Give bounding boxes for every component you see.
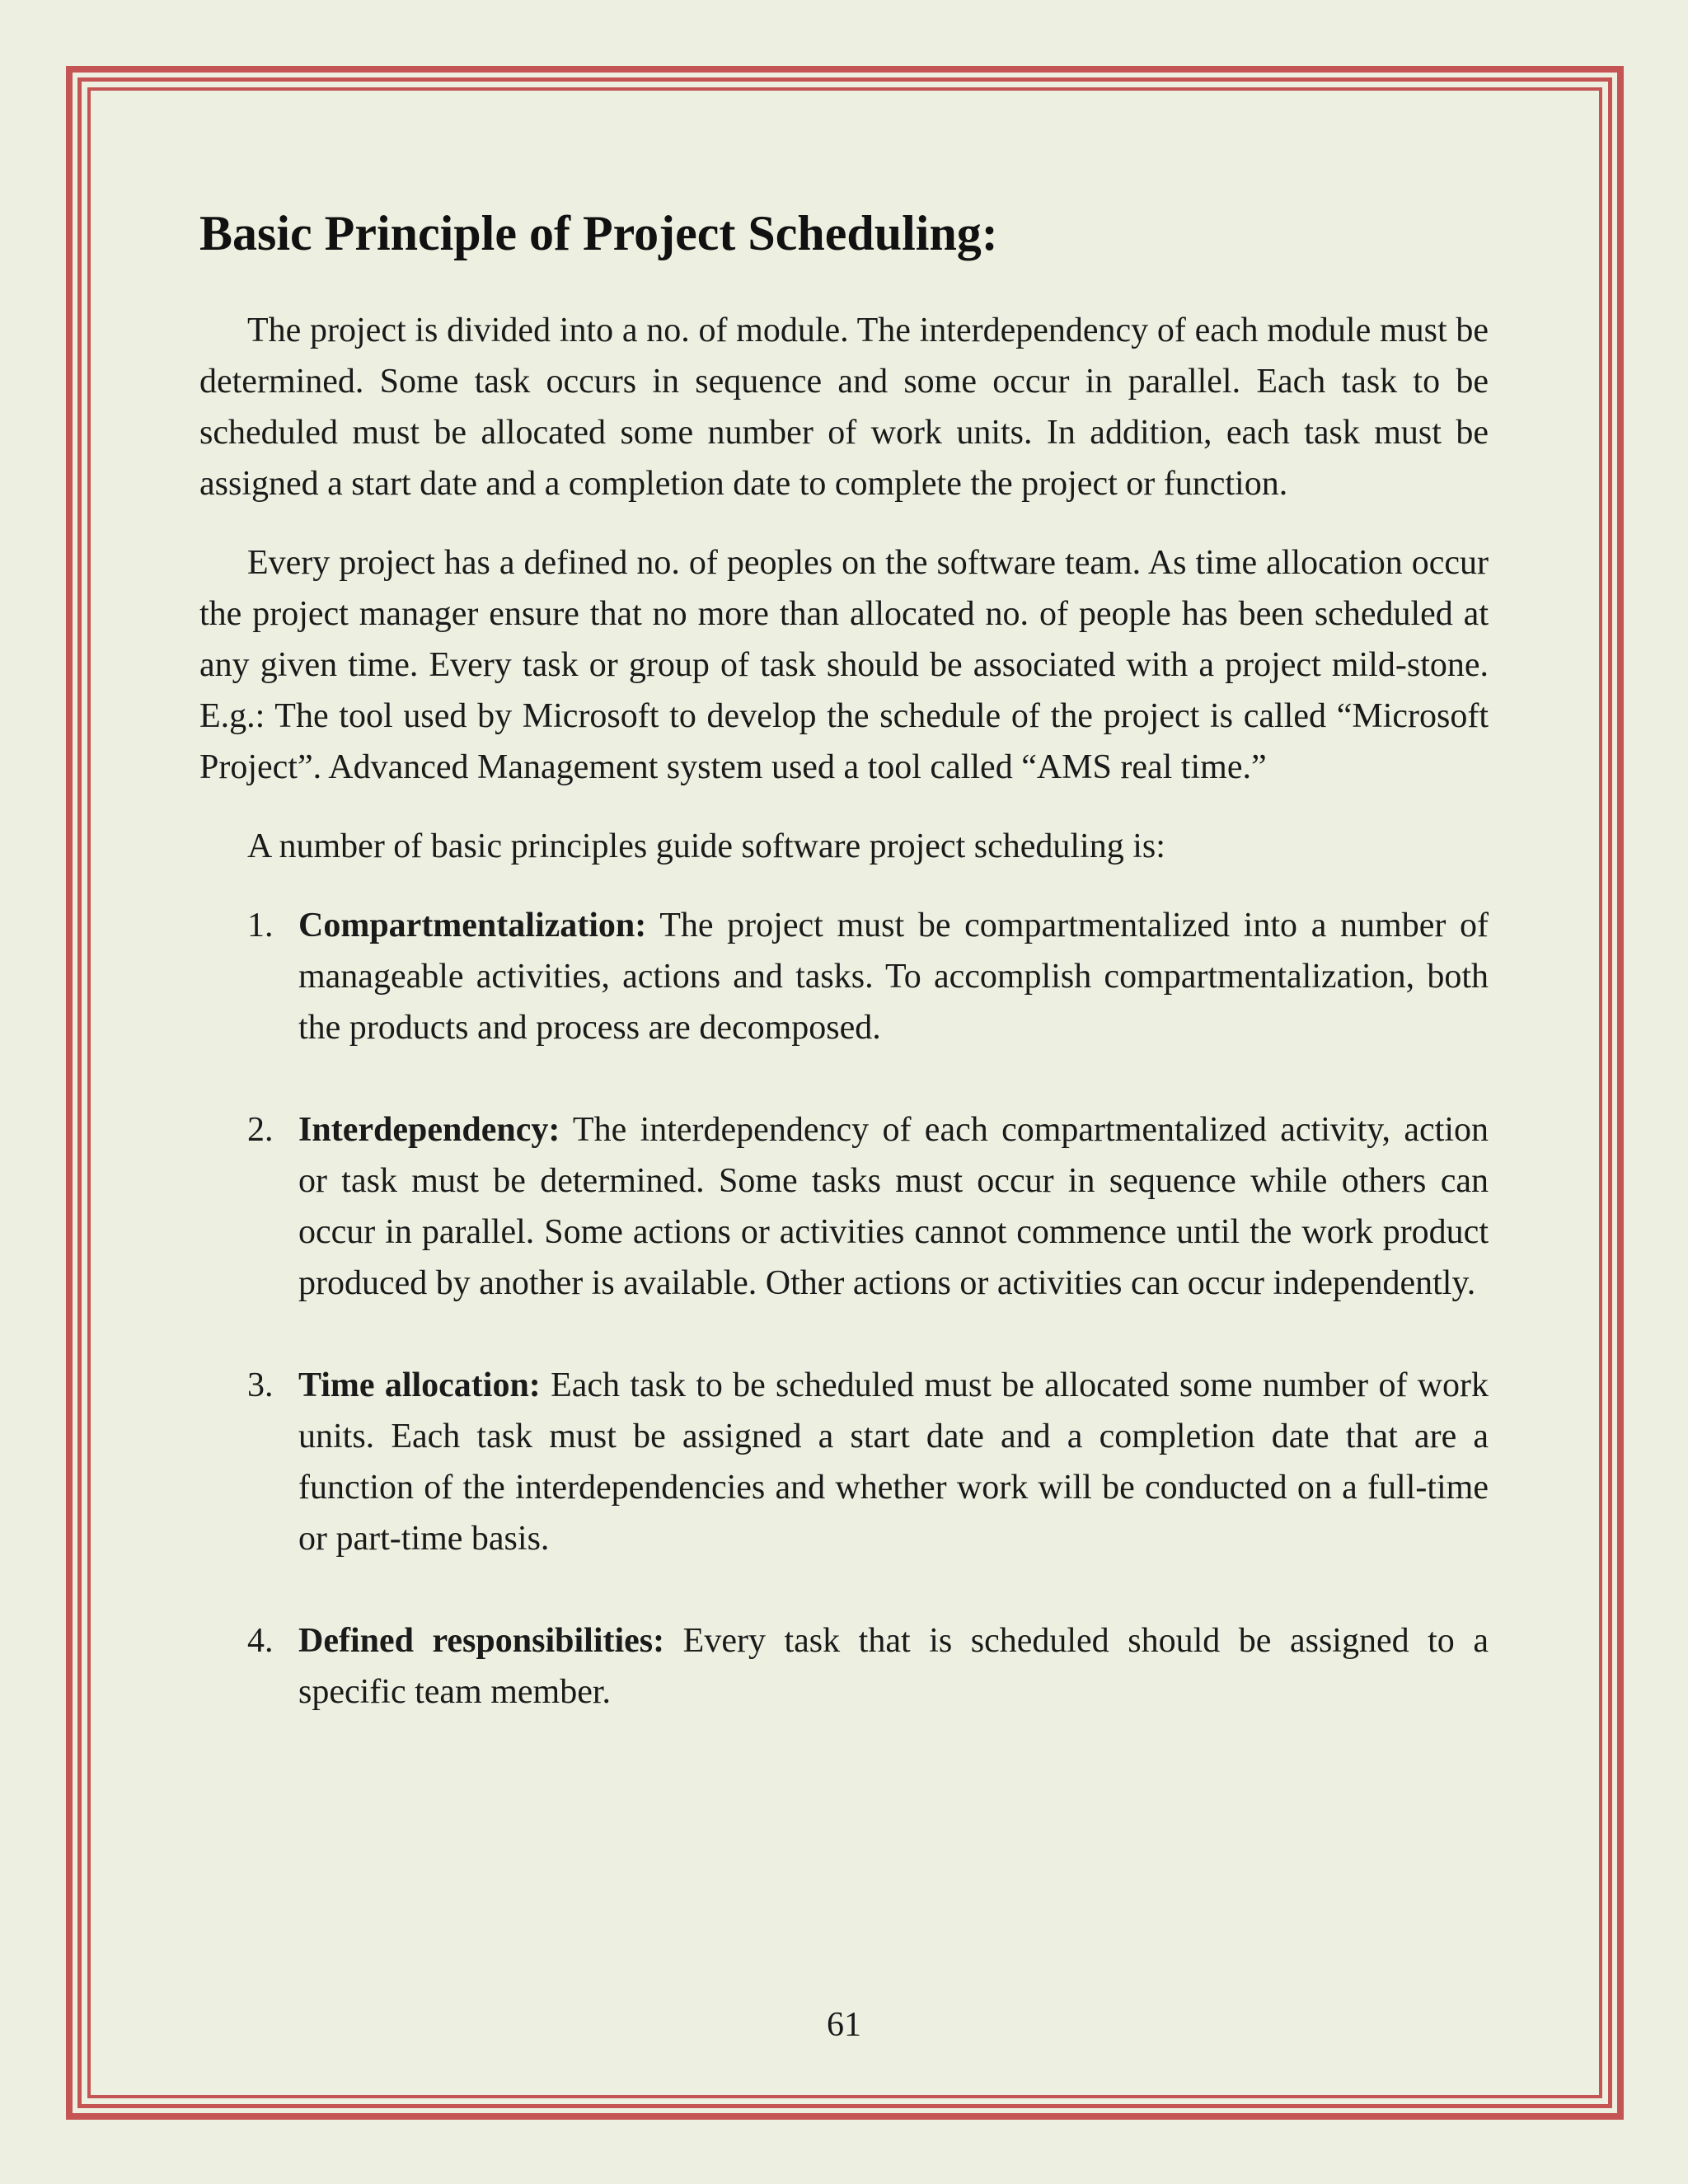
list-item-term: Time allocation:	[298, 1366, 541, 1404]
list-item-text: Every task that is scheduled should be assigned to a specific team member.	[298, 1622, 1489, 1711]
list-item	[199, 1360, 1489, 1564]
list-item-number: 4.	[247, 1622, 274, 1660]
page-content	[199, 196, 1489, 1769]
list-item	[199, 900, 1489, 1053]
list-item	[199, 1615, 1489, 1718]
list-item-number: 2.	[247, 1111, 274, 1149]
list-introduction: A number of basic principles guide software project scheduling is:	[247, 827, 1165, 865]
list-item-number: 1.	[247, 907, 274, 944]
list-item	[199, 1104, 1489, 1309]
list-item-term: Defined responsibilities:	[298, 1622, 665, 1660]
list-item-text: The project must be compartmentalized into a number of manageable activities, actions and tasks. To accomplish compartmentalization, both the products and process are decomposed.	[298, 907, 1489, 1047]
list-item-term: Interdependency:	[298, 1111, 560, 1149]
paragraph-team-allocation: Every project has a defined no. of peoples on the software team. As time allocation occur the project manager ensure that no more than allocated no. of people has been scheduled at any given time. Every task or group of task should be associated with a project mild-stone. E.g.: The tool used by Microsoft to develop the schedule of the project is called “Microsoft Project”. Advanced Management system used a tool called “AMS real time.”	[199, 544, 1489, 786]
list-item-number: 3.	[247, 1366, 274, 1404]
paragraph-project-division: The project is divided into a no. of module. The interdependency of each module must be determined. Some task occurs in sequence and some occur in parallel. Each task to be scheduled must be allocated some number of work units. In addition, each task must be assigned a start date and a completion date to complete the project or function.	[199, 312, 1489, 503]
page-number: 61	[827, 2006, 861, 2044]
page-title: Basic Principle of Project Scheduling:	[199, 206, 998, 260]
principles-list	[199, 900, 1489, 1718]
list-item-term: Compartmentalization:	[298, 907, 647, 944]
list-item-text: Each task to be scheduled must be allocated some number of work units. Each task must be assigned a start date and a completion date that are a function of the interdependencies and whether work will be conducted on a full-time or part-time basis.	[298, 1366, 1489, 1558]
list-item-text: The interdependency of each compartmentalized activity, action or task must be determined. Some tasks must occur in sequence while others can occur in parallel. Some actions or activities cannot commence until the work product produced by another is available. Other actions or activities can occur independently.	[298, 1111, 1489, 1302]
